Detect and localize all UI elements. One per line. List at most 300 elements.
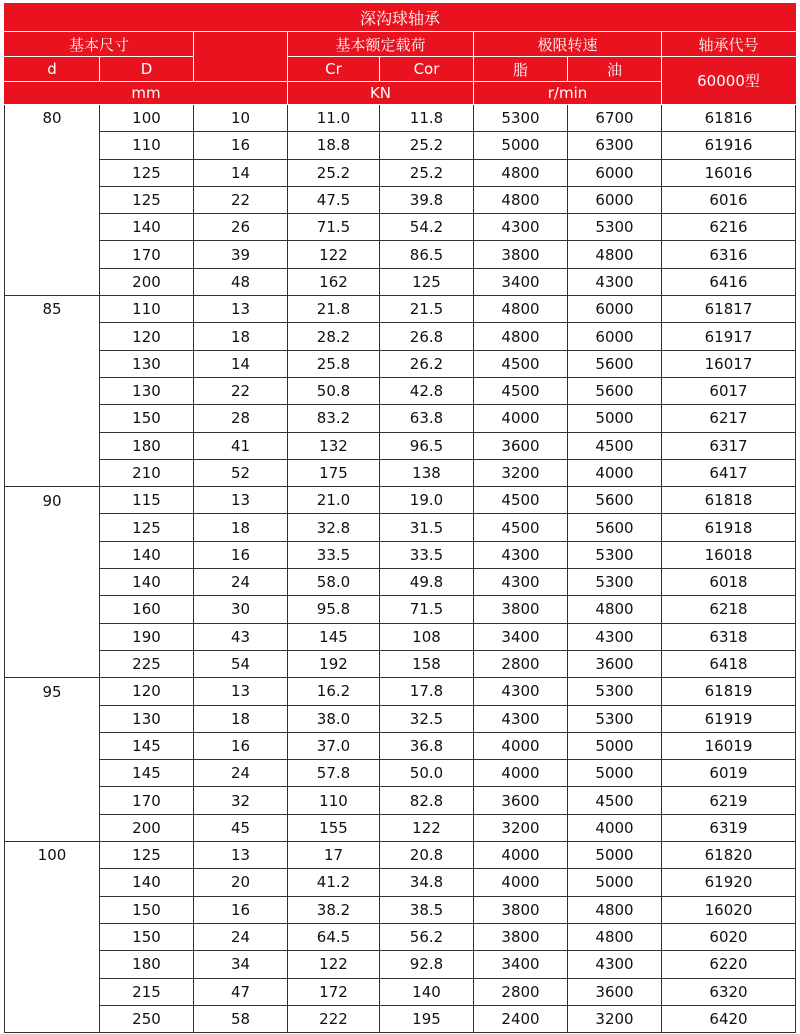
- cell-cr: 155: [288, 814, 380, 841]
- cell-outer-diameter: 140: [100, 569, 194, 596]
- table-row: [5, 623, 796, 650]
- table-row: [5, 323, 796, 350]
- cell-grease-speed: 3600: [474, 787, 568, 814]
- cell-d: 85: [5, 296, 100, 323]
- table-row: [5, 705, 796, 732]
- cell-cr: 192: [288, 650, 380, 677]
- table-row: [5, 1005, 796, 1032]
- cell-cr: 122: [288, 951, 380, 978]
- table-row: [5, 596, 796, 623]
- cell-grease-speed: 4800: [474, 186, 568, 213]
- table-row: [5, 377, 796, 404]
- cell-width: 47: [194, 978, 288, 1005]
- cell-cr: 11.0: [288, 105, 380, 132]
- cell-outer-diameter: 150: [100, 923, 194, 950]
- table-title: [5, 4, 796, 32]
- cell-grease-speed: 3800: [474, 596, 568, 623]
- cell-width: 48: [194, 268, 288, 295]
- cell-oil-speed: 6000: [568, 323, 662, 350]
- cell-d: [5, 514, 100, 541]
- cell-width: 32: [194, 787, 288, 814]
- cell-grease-speed: 3400: [474, 268, 568, 295]
- cell-cr: 222: [288, 1005, 380, 1032]
- cell-cr: 16.2: [288, 678, 380, 705]
- cell-bearing-code: 61920: [662, 869, 796, 896]
- cell-d: [5, 705, 100, 732]
- cell-oil-speed: 4300: [568, 268, 662, 295]
- cell-width: 28: [194, 405, 288, 432]
- cell-outer-diameter: 170: [100, 787, 194, 814]
- cell-oil-speed: 5000: [568, 869, 662, 896]
- cell-d: [5, 432, 100, 459]
- table-row: [5, 459, 796, 486]
- cell-d: 100: [5, 842, 100, 869]
- cell-bearing-code: 6417: [662, 459, 796, 486]
- cell-d: [5, 869, 100, 896]
- cell-d: [5, 650, 100, 677]
- cell-cor: 21.5: [380, 296, 474, 323]
- cell-cor: 11.8: [380, 105, 474, 132]
- cell-bearing-code: 6416: [662, 268, 796, 295]
- cell-width: 52: [194, 459, 288, 486]
- cell-d: [5, 814, 100, 841]
- cell-bearing-code: 6320: [662, 978, 796, 1005]
- cell-bearing-code: 6217: [662, 405, 796, 432]
- cell-grease-speed: 2400: [474, 1005, 568, 1032]
- cell-cr: 28.2: [288, 323, 380, 350]
- cell-width: 43: [194, 623, 288, 650]
- cell-bearing-code: 6418: [662, 650, 796, 677]
- cell-oil-speed: 5000: [568, 405, 662, 432]
- cell-oil-speed: 5600: [568, 350, 662, 377]
- cell-width: 14: [194, 159, 288, 186]
- table-row: [5, 514, 796, 541]
- cell-outer-diameter: 180: [100, 432, 194, 459]
- table-row: [5, 186, 796, 213]
- cell-cor: 86.5: [380, 241, 474, 268]
- cell-bearing-code: 16018: [662, 541, 796, 568]
- cell-outer-diameter: 200: [100, 268, 194, 295]
- cell-width: 34: [194, 951, 288, 978]
- cell-cr: 47.5: [288, 186, 380, 213]
- header-unit-kn: KN: [288, 82, 474, 105]
- cell-oil-speed: 5000: [568, 732, 662, 759]
- cell-cr: 21.8: [288, 296, 380, 323]
- cell-cor: 140: [380, 978, 474, 1005]
- cell-oil-speed: 4000: [568, 814, 662, 841]
- table-row: [5, 732, 796, 759]
- cell-width: 10: [194, 105, 288, 132]
- cell-grease-speed: 4000: [474, 760, 568, 787]
- cell-bearing-code: 6420: [662, 1005, 796, 1032]
- cell-cr: 33.5: [288, 541, 380, 568]
- cell-grease-speed: 4500: [474, 350, 568, 377]
- cell-cor: 158: [380, 650, 474, 677]
- cell-outer-diameter: 200: [100, 814, 194, 841]
- cell-cr: 122: [288, 241, 380, 268]
- cell-cor: 25.2: [380, 159, 474, 186]
- cell-oil-speed: 4800: [568, 596, 662, 623]
- cell-cor: 56.2: [380, 923, 474, 950]
- cell-bearing-code: 61818: [662, 487, 796, 514]
- cell-grease-speed: 3800: [474, 923, 568, 950]
- table-row: [5, 787, 796, 814]
- table-row: [5, 760, 796, 787]
- cell-width: 41: [194, 432, 288, 459]
- cell-cor: 122: [380, 814, 474, 841]
- cell-grease-speed: 4800: [474, 323, 568, 350]
- header-speed-limit: 极限转速: [474, 32, 662, 57]
- header-cr: Cr: [288, 57, 380, 82]
- cell-cr: 132: [288, 432, 380, 459]
- cell-bearing-code: 16017: [662, 350, 796, 377]
- table-row: [5, 350, 796, 377]
- cell-cor: 31.5: [380, 514, 474, 541]
- cell-outer-diameter: 145: [100, 732, 194, 759]
- cell-bearing-code: 16019: [662, 732, 796, 759]
- cell-outer-diameter: 180: [100, 951, 194, 978]
- cell-d: [5, 951, 100, 978]
- cell-d: 90: [5, 487, 100, 514]
- cell-width: 54: [194, 650, 288, 677]
- cell-bearing-code: 61817: [662, 296, 796, 323]
- cell-cor: 39.8: [380, 186, 474, 213]
- cell-oil-speed: 5300: [568, 541, 662, 568]
- cell-cor: 26.2: [380, 350, 474, 377]
- cell-cr: 38.2: [288, 896, 380, 923]
- cell-cor: 63.8: [380, 405, 474, 432]
- cell-d: [5, 732, 100, 759]
- cell-bearing-code: 6218: [662, 596, 796, 623]
- table-row: [5, 214, 796, 241]
- cell-cor: 33.5: [380, 541, 474, 568]
- cell-width: 13: [194, 678, 288, 705]
- cell-width: 13: [194, 842, 288, 869]
- cell-d: [5, 214, 100, 241]
- cell-oil-speed: 5000: [568, 760, 662, 787]
- cell-cr: 95.8: [288, 596, 380, 623]
- cell-cor: 20.8: [380, 842, 474, 869]
- table-row: [5, 487, 796, 514]
- cell-outer-diameter: 115: [100, 487, 194, 514]
- cell-cr: 83.2: [288, 405, 380, 432]
- cell-cor: 17.8: [380, 678, 474, 705]
- cell-grease-speed: 3600: [474, 432, 568, 459]
- cell-width: 24: [194, 760, 288, 787]
- cell-bearing-code: 6017: [662, 377, 796, 404]
- cell-outer-diameter: 130: [100, 705, 194, 732]
- cell-bearing-code: 6318: [662, 623, 796, 650]
- cell-outer-diameter: 140: [100, 869, 194, 896]
- cell-outer-diameter: 250: [100, 1005, 194, 1032]
- cell-cor: 49.8: [380, 569, 474, 596]
- cell-outer-diameter: 170: [100, 241, 194, 268]
- cell-d: [5, 787, 100, 814]
- cell-cr: 21.0: [288, 487, 380, 514]
- cell-d: [5, 459, 100, 486]
- cell-oil-speed: 3600: [568, 978, 662, 1005]
- cell-d: [5, 541, 100, 568]
- cell-cor: 96.5: [380, 432, 474, 459]
- cell-grease-speed: 4300: [474, 678, 568, 705]
- header-oil: 油: [568, 57, 662, 82]
- cell-d: [5, 268, 100, 295]
- cell-d: [5, 569, 100, 596]
- table-row: [5, 650, 796, 677]
- cell-grease-speed: 4000: [474, 732, 568, 759]
- cell-outer-diameter: 130: [100, 377, 194, 404]
- cell-bearing-code: 61816: [662, 105, 796, 132]
- cell-width: 20: [194, 869, 288, 896]
- cell-bearing-code: 6018: [662, 569, 796, 596]
- cell-bearing-code: 16020: [662, 896, 796, 923]
- cell-width: 14: [194, 350, 288, 377]
- header-unit-mm: mm: [5, 82, 288, 105]
- cell-cr: 41.2: [288, 869, 380, 896]
- cell-d: [5, 132, 100, 159]
- cell-grease-speed: 2800: [474, 978, 568, 1005]
- cell-width: 45: [194, 814, 288, 841]
- table-row: [5, 159, 796, 186]
- cell-grease-speed: 4000: [474, 405, 568, 432]
- table-row: [5, 296, 796, 323]
- cell-width: 18: [194, 705, 288, 732]
- cell-outer-diameter: 110: [100, 132, 194, 159]
- table-row: [5, 105, 796, 132]
- cell-grease-speed: 4500: [474, 487, 568, 514]
- cell-bearing-code: 6319: [662, 814, 796, 841]
- cell-grease-speed: 4500: [474, 514, 568, 541]
- cell-cr: 17: [288, 842, 380, 869]
- header-bearing-code: 轴承代号: [662, 32, 796, 57]
- cell-cr: 50.8: [288, 377, 380, 404]
- cell-width: 39: [194, 241, 288, 268]
- cell-outer-diameter: 125: [100, 159, 194, 186]
- cell-grease-speed: 4800: [474, 296, 568, 323]
- cell-cr: 25.8: [288, 350, 380, 377]
- table-row: [5, 569, 796, 596]
- cell-cr: 145: [288, 623, 380, 650]
- cell-d: [5, 350, 100, 377]
- cell-d: [5, 159, 100, 186]
- cell-cr: 18.8: [288, 132, 380, 159]
- cell-cor: 36.8: [380, 732, 474, 759]
- header-grease: 脂: [474, 57, 568, 82]
- cell-width: 22: [194, 377, 288, 404]
- cell-cr: 110: [288, 787, 380, 814]
- cell-oil-speed: 5600: [568, 377, 662, 404]
- cell-width: 18: [194, 514, 288, 541]
- cell-outer-diameter: 225: [100, 650, 194, 677]
- cell-grease-speed: 3200: [474, 814, 568, 841]
- cell-oil-speed: 4300: [568, 951, 662, 978]
- bearing-table: [4, 3, 796, 1033]
- cell-bearing-code: 61916: [662, 132, 796, 159]
- cell-oil-speed: 4800: [568, 923, 662, 950]
- cell-d: [5, 760, 100, 787]
- cell-width: 16: [194, 896, 288, 923]
- cell-oil-speed: 6300: [568, 132, 662, 159]
- table-header: [5, 4, 796, 105]
- cell-grease-speed: 4300: [474, 569, 568, 596]
- cell-width: 13: [194, 487, 288, 514]
- cell-oil-speed: 6000: [568, 186, 662, 213]
- cell-cor: 54.2: [380, 214, 474, 241]
- cell-d: 95: [5, 678, 100, 705]
- cell-oil-speed: 4800: [568, 896, 662, 923]
- table-row: [5, 896, 796, 923]
- cell-bearing-code: 6219: [662, 787, 796, 814]
- cell-bearing-code: 6317: [662, 432, 796, 459]
- cell-oil-speed: 5300: [568, 569, 662, 596]
- cell-d: [5, 596, 100, 623]
- cell-grease-speed: 3200: [474, 459, 568, 486]
- cell-cr: 37.0: [288, 732, 380, 759]
- header-basic-load: 基本额定载荷: [288, 32, 474, 57]
- table-body: [5, 105, 796, 1033]
- cell-cor: 50.0: [380, 760, 474, 787]
- cell-cor: 42.8: [380, 377, 474, 404]
- table-row: [5, 541, 796, 568]
- cell-cor: 71.5: [380, 596, 474, 623]
- cell-cor: 19.0: [380, 487, 474, 514]
- cell-bearing-code: 61820: [662, 842, 796, 869]
- table-row: [5, 869, 796, 896]
- cell-width: 13: [194, 296, 288, 323]
- cell-cr: 172: [288, 978, 380, 1005]
- cell-outer-diameter: 130: [100, 350, 194, 377]
- table-row: [5, 432, 796, 459]
- cell-width: 58: [194, 1005, 288, 1032]
- bearing-spec-sheet: [4, 3, 795, 1033]
- cell-grease-speed: 4800: [474, 159, 568, 186]
- cell-outer-diameter: 150: [100, 896, 194, 923]
- cell-width: 22: [194, 186, 288, 213]
- cell-grease-speed: 4300: [474, 705, 568, 732]
- cell-oil-speed: 4500: [568, 787, 662, 814]
- cell-outer-diameter: 125: [100, 842, 194, 869]
- cell-cr: 64.5: [288, 923, 380, 950]
- cell-grease-speed: 5000: [474, 132, 568, 159]
- cell-cr: 32.8: [288, 514, 380, 541]
- cell-outer-diameter: 110: [100, 296, 194, 323]
- cell-width: 26: [194, 214, 288, 241]
- cell-cor: 38.5: [380, 896, 474, 923]
- header-cor: Cor: [380, 57, 474, 82]
- cell-cor: 138: [380, 459, 474, 486]
- table-row: [5, 842, 796, 869]
- cell-oil-speed: 4300: [568, 623, 662, 650]
- cell-grease-speed: 4300: [474, 541, 568, 568]
- cell-cor: 195: [380, 1005, 474, 1032]
- cell-cor: 92.8: [380, 951, 474, 978]
- header-d: d: [5, 57, 100, 82]
- table-row: [5, 268, 796, 295]
- cell-outer-diameter: 210: [100, 459, 194, 486]
- cell-outer-diameter: 120: [100, 323, 194, 350]
- cell-grease-speed: 5300: [474, 105, 568, 132]
- header-type: 60000型: [662, 57, 796, 105]
- cell-width: 16: [194, 132, 288, 159]
- cell-oil-speed: 3200: [568, 1005, 662, 1032]
- cell-bearing-code: 61918: [662, 514, 796, 541]
- table-row: [5, 678, 796, 705]
- cell-grease-speed: 3400: [474, 951, 568, 978]
- cell-grease-speed: 4300: [474, 214, 568, 241]
- cell-oil-speed: 5000: [568, 842, 662, 869]
- cell-cor: 25.2: [380, 132, 474, 159]
- cell-oil-speed: 6700: [568, 105, 662, 132]
- cell-width: 30: [194, 596, 288, 623]
- table-row: [5, 241, 796, 268]
- cell-oil-speed: 4800: [568, 241, 662, 268]
- cell-width: 16: [194, 732, 288, 759]
- header-D: D: [100, 57, 194, 82]
- cell-outer-diameter: 145: [100, 760, 194, 787]
- cell-cor: 32.5: [380, 705, 474, 732]
- cell-oil-speed: 6000: [568, 296, 662, 323]
- cell-oil-speed: 5600: [568, 487, 662, 514]
- table-row: [5, 923, 796, 950]
- cell-grease-speed: 3800: [474, 896, 568, 923]
- cell-cr: 175: [288, 459, 380, 486]
- table-row: [5, 951, 796, 978]
- table-row: [5, 814, 796, 841]
- cell-d: [5, 623, 100, 650]
- cell-cr: 25.2: [288, 159, 380, 186]
- cell-d: 80: [5, 105, 100, 132]
- cell-oil-speed: 5600: [568, 514, 662, 541]
- cell-grease-speed: 3400: [474, 623, 568, 650]
- cell-bearing-code: 6016: [662, 186, 796, 213]
- cell-cr: 58.0: [288, 569, 380, 596]
- cell-bearing-code: 61917: [662, 323, 796, 350]
- header-b-blank: [194, 32, 288, 82]
- cell-outer-diameter: 100: [100, 105, 194, 132]
- cell-bearing-code: 61919: [662, 705, 796, 732]
- cell-d: [5, 377, 100, 404]
- cell-outer-diameter: 160: [100, 596, 194, 623]
- table-title-text: 深沟球轴承: [360, 9, 441, 28]
- cell-grease-speed: 4000: [474, 842, 568, 869]
- cell-oil-speed: 5300: [568, 705, 662, 732]
- header-basic-size: 基本尺寸: [5, 32, 194, 57]
- cell-d: [5, 896, 100, 923]
- cell-width: 24: [194, 923, 288, 950]
- cell-bearing-code: 6019: [662, 760, 796, 787]
- cell-d: [5, 978, 100, 1005]
- cell-oil-speed: 3600: [568, 650, 662, 677]
- cell-bearing-code: 16016: [662, 159, 796, 186]
- cell-cr: 71.5: [288, 214, 380, 241]
- cell-outer-diameter: 215: [100, 978, 194, 1005]
- cell-d: [5, 923, 100, 950]
- cell-cor: 108: [380, 623, 474, 650]
- table-row: [5, 132, 796, 159]
- cell-outer-diameter: 140: [100, 214, 194, 241]
- cell-grease-speed: 3800: [474, 241, 568, 268]
- cell-cor: 82.8: [380, 787, 474, 814]
- cell-outer-diameter: 120: [100, 678, 194, 705]
- cell-grease-speed: 4500: [474, 377, 568, 404]
- cell-cr: 162: [288, 268, 380, 295]
- cell-width: 24: [194, 569, 288, 596]
- cell-oil-speed: 5300: [568, 678, 662, 705]
- cell-oil-speed: 5300: [568, 214, 662, 241]
- cell-oil-speed: 4000: [568, 459, 662, 486]
- cell-d: [5, 186, 100, 213]
- cell-oil-speed: 4500: [568, 432, 662, 459]
